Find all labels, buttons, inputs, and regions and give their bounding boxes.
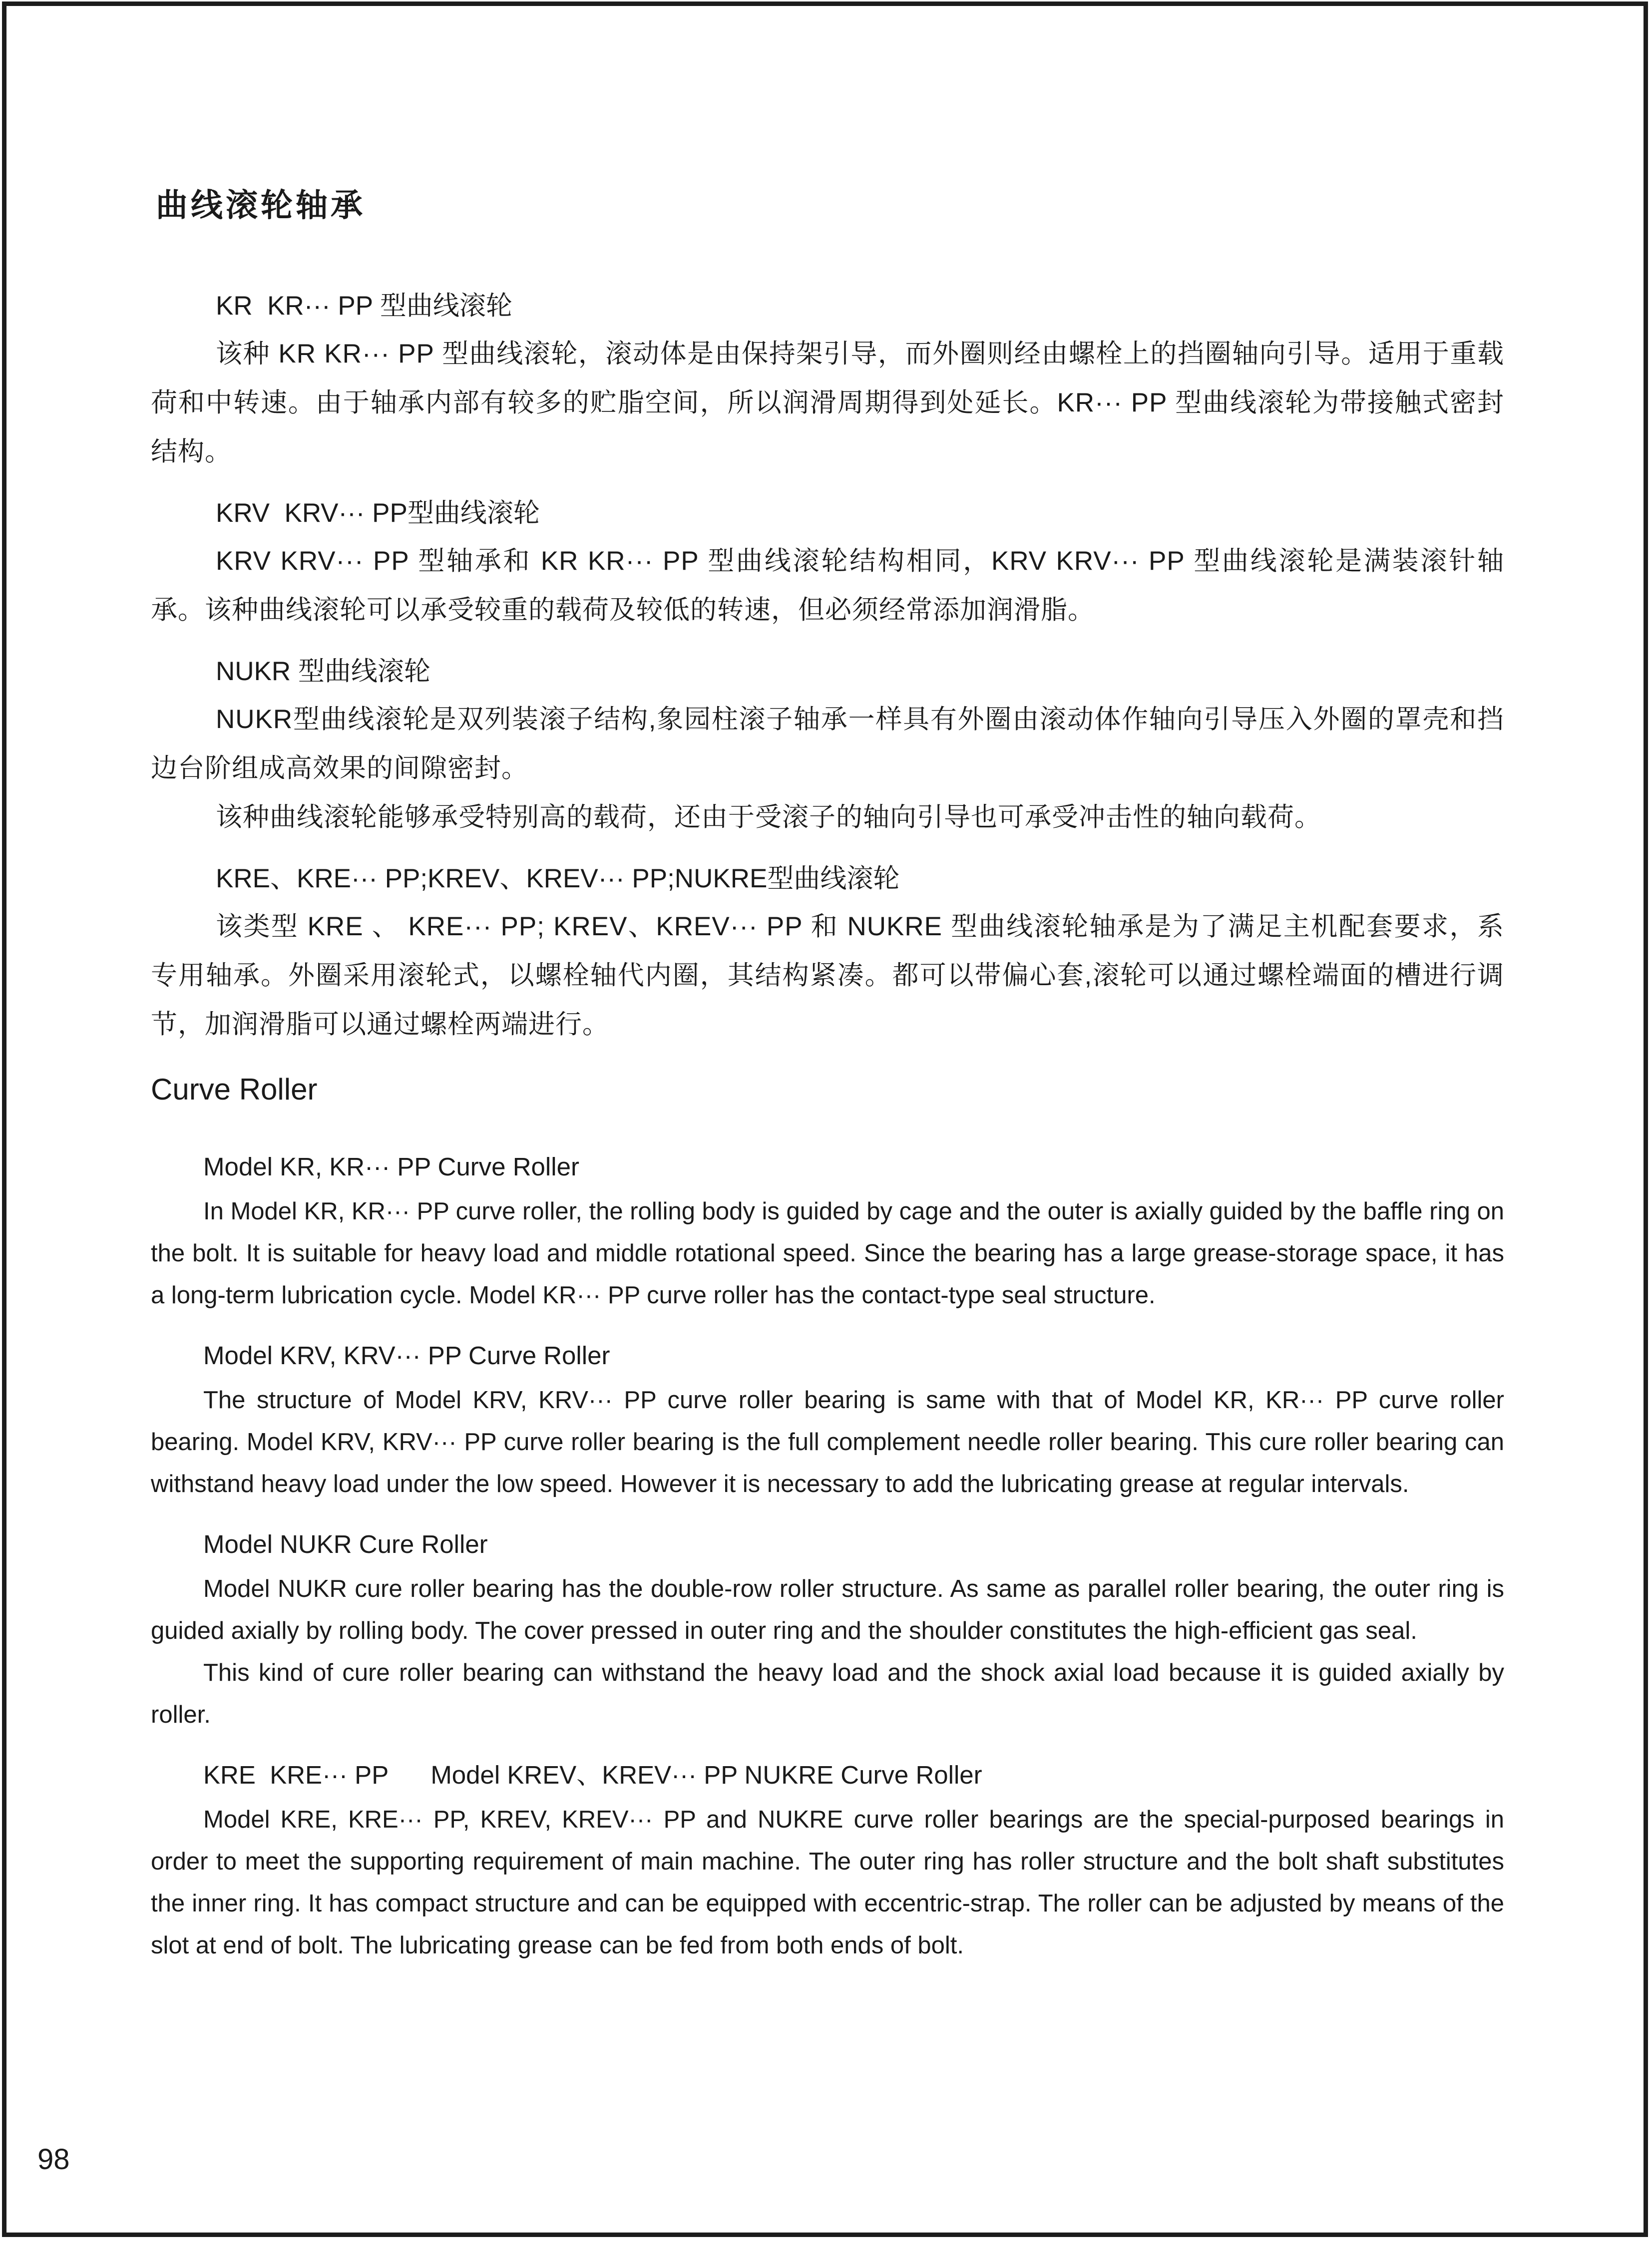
section-paragraph: 该种曲线滚轮能够承受特别高的载荷，还由于受滚子的轴向引导也可承受冲击性的轴向载荷。: [216, 802, 1321, 832]
section-paragraph: 该种 KR KR··· PP 型曲线滚轮，滚动体是由保持架引导，而外圈则经由螺栓上的挡圈轴向引导。适用于重载荷和中转速。由于轴承内部有较多的贮脂空间，所以润滑周期得到处延长。KR··· PP 型曲线滚轮为带接触式密封结构。: [151, 339, 1504, 466]
section-heading-krv-zh: KRV KRV··· PP型曲线滚轮: [216, 498, 540, 528]
section-heading-kr-zh: KR KR··· PP 型曲线滚轮: [216, 291, 512, 321]
section-nukr-en: [151, 1530, 1504, 1736]
section-paragraph: KRV KRV··· PP 型轴承和 KR KR··· PP 型曲线滚轮结构相同，KRV KRV··· PP 型曲线滚轮是满装滚针轴承。该种曲线滚轮可以承受较重的载荷及较低的转速，但必须经常添加润滑脂。: [151, 546, 1504, 625]
section-heading-kre-en: KRE KRE··· PP Model KREV、KREV··· PP NUKRE Curve Roller: [203, 1761, 982, 1789]
section-krv-zh: [151, 499, 1504, 635]
section-heading-kr-en: Model KR, KR··· PP Curve Roller: [203, 1152, 579, 1181]
section-heading-nukr-en: Model NUKR Cure Roller: [203, 1530, 488, 1558]
section-paragraph: Model KRE, KRE··· PP, KREV, KREV··· PP and NUKRE curve roller bearings are the special-purposed bearings in order to meet the supporting requirement of main machine. The outer ring has roller structure and the bolt shaft substitutes the inner ring. It has compact structure and can be equipped with eccentric-strap. The roller can be adjusted by means of the slot at end of bolt. The lubricating grease can be fed from both ends of bolt.: [151, 1806, 1504, 1959]
english-title: Curve Roller: [151, 1073, 318, 1106]
section-paragraph: 该类型 KRE 、 KRE··· PP; KREV、KREV··· PP 和 NUKRE 型曲线滚轮轴承是为了满足主机配套要求，系专用轴承。外圈采用滚轮式，以螺栓轴代内圈，其结构紧凑。都可以带偏心套,滚轮可以通过螺栓端面的槽进行调节，加润滑脂可以通过螺栓两端进行。: [151, 912, 1504, 1039]
section-heading-krv-en: Model KRV, KRV··· PP Curve Roller: [203, 1341, 610, 1370]
section-paragraph: In Model KR, KR··· PP curve roller, the rolling body is guided by cage and the outer is axially guided by the baffle ring on the bolt. It is suitable for heavy load and middle rotational speed. Since the bearing has a large grease-storage space, it has a long-term lubrication cycle. Model KR··· PP curve roller has the contact-type seal structure.: [151, 1198, 1504, 1309]
page-number: 98: [37, 2143, 70, 2176]
section-paragraph: This kind of cure roller bearing can withstand the heavy load and the shock axial load because it is guided axially by roller.: [151, 1659, 1504, 1728]
section-paragraph: NUKR型曲线滚轮是双列装滚子结构,象园柱滚子轴承一样具有外圈由滚动体作轴向引导压入外圈的罩壳和挡边台阶组成高效果的间隙密封。: [151, 705, 1504, 783]
section-paragraph: The structure of Model KRV, KRV··· PP curve roller bearing is same with that of Model KR, KR··· PP curve roller bearing. Model KRV, KRV··· PP curve roller bearing is the full complement needle roller bearing. This cure roller bearing can withstand heavy load under the low speed. However it is necessary to add the lubricating grease at regular intervals.: [151, 1387, 1504, 1497]
section-paragraph: Model NUKR cure roller bearing has the double-row roller structure. As same as parallel roller bearing, the outer ring is guided axially by rolling body. The cover pressed in outer ring and the shoulder constitutes the high-efficient gas seal.: [151, 1575, 1504, 1644]
section-nukr-zh: [151, 657, 1504, 842]
section-heading-nukr-zh: NUKR 型曲线滚轮: [216, 657, 430, 686]
section-kre-en: [151, 1761, 1504, 1966]
page-content: [151, 189, 1504, 1991]
section-kr-zh: [151, 292, 1504, 476]
section-krv-en: [151, 1341, 1504, 1505]
section-kre-zh: [151, 864, 1504, 1049]
section-kr-en: [151, 1152, 1504, 1316]
section-heading-kre-zh: KRE、KRE··· PP;KREV、KREV··· PP;NUKRE型曲线滚轮: [216, 864, 900, 893]
chinese-title: 曲线滚轮轴承: [156, 187, 366, 223]
